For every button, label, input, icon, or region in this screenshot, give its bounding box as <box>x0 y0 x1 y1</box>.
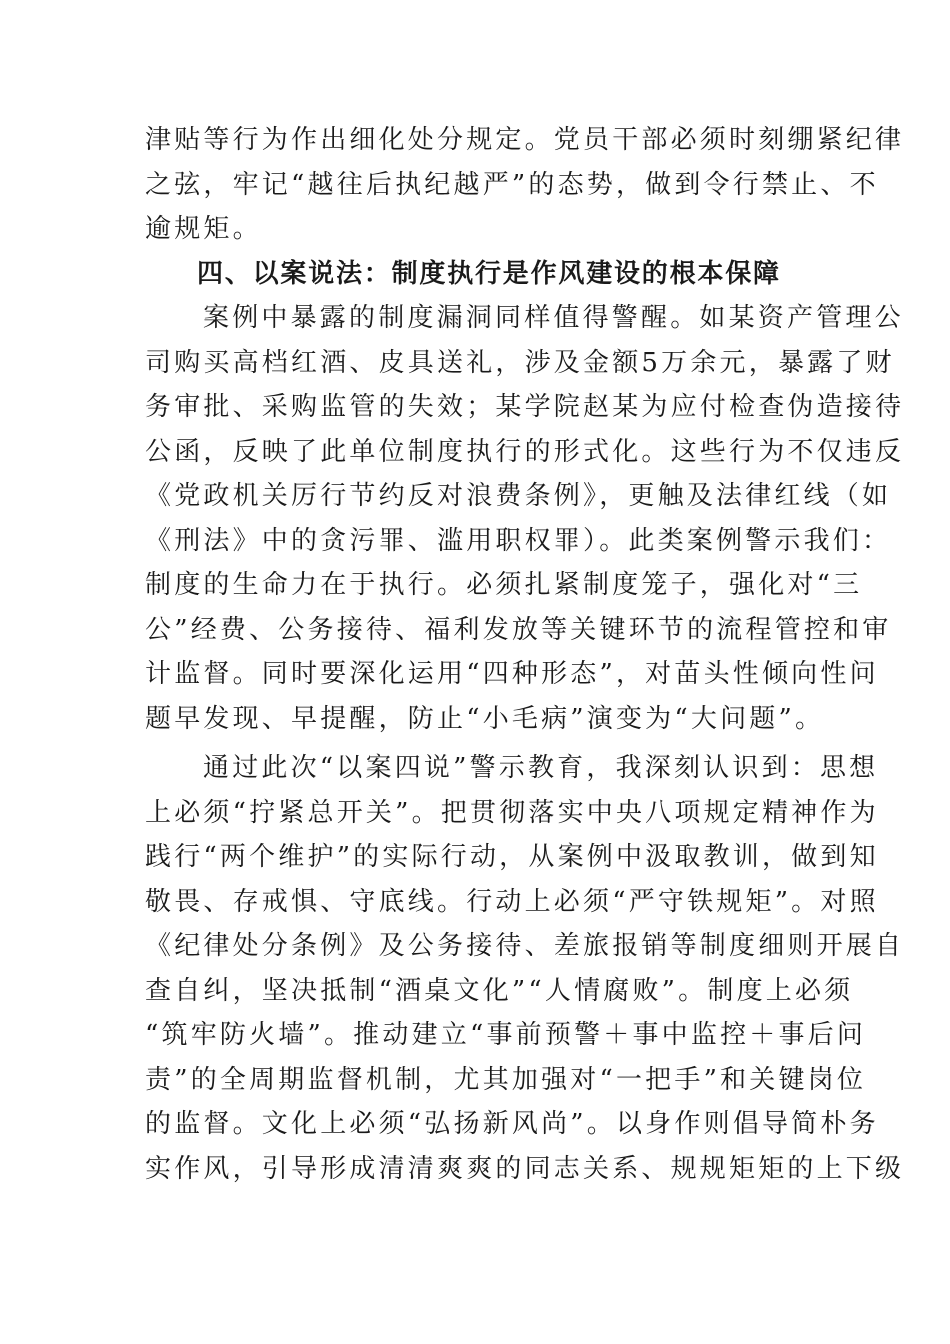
paragraph-line: 逾规矩。 <box>145 214 262 244</box>
paragraph-line: 《纪律处分条例》及公务接待、差旅报销等制度细则开展自 <box>145 931 905 961</box>
conclusion-paragraph <box>145 746 905 1191</box>
continued-paragraph <box>145 118 905 252</box>
paragraph-line: 津贴等行为作出细化处分规定。党员干部必须时刻绷紧纪律 <box>145 125 905 155</box>
paragraph-line: 务审批、采购监管的失效；某学院赵某为应付检查伪造接待 <box>145 392 905 422</box>
paragraph-line: 之弦，牢记“越往后执纪越严”的态势，做到令行禁止、不 <box>145 169 879 200</box>
section-paragraph <box>145 296 905 741</box>
paragraph-line: 案例中暴露的制度漏洞同样值得警醒。如某资产管理公 <box>203 303 904 333</box>
paragraph-line: 敬畏、存戒惧、守底线。行动上必须“严守铁规矩”。对照 <box>145 886 879 917</box>
paragraph-line: 题早发现、早提醒，防止“小毛病”演变为“大问题”。 <box>145 703 825 734</box>
paragraph-line: “筑牢防火墙”。推动建立“事前预警＋事中监控＋事后问 <box>145 1020 867 1050</box>
paragraph-line: 上必须“拧紧总开关”。把贯彻落实中央八项规定精神作为 <box>145 797 879 828</box>
paragraph-line: 司购买高档红酒、皮具送礼，涉及金额5万余元，暴露了财 <box>145 347 895 378</box>
paragraph-line: 的监督。文化上必须“弘扬新风尚”。以身作则倡导简朴务 <box>145 1109 879 1139</box>
paragraph-line: 制度的生命力在于执行。必须扎紧制度笼子，强化对“三 <box>145 570 863 600</box>
paragraph-line: 践行“两个维护”的实际行动，从案例中汲取教训，做到知 <box>145 842 879 872</box>
paragraph-line: 通过此次“以案四说”警示教育，我深刻认识到：思想 <box>203 753 879 783</box>
paragraph-line: 公”经费、公务接待、福利发放等关键环节的流程管控和审 <box>145 614 892 645</box>
paragraph-line: 责”的全周期监督机制，尤其加强对“一把手”和关键岗位 <box>145 1064 867 1095</box>
section-heading <box>145 252 807 297</box>
paragraph-line: 实作风，引导形成清清爽爽的同志关系、规规矩矩的上下级 <box>145 1153 905 1184</box>
section-heading-text: 四、以案说法：制度执行是作风建设的根本保障 <box>197 259 781 289</box>
paragraph-line: 公函，反映了此单位制度执行的形式化。这些行为不仅违反 <box>145 436 905 467</box>
paragraph-line: 《党政机关厉行节约反对浪费条例》，更触及法律红线（如 <box>145 481 892 511</box>
paragraph-line: 计监督。同时要深化运用“四种形态”，对苗头性倾向性问 <box>145 659 879 689</box>
paragraph-line: 《刑法》中的贪污罪、滥用职权罪）。此类案例警示我们： <box>145 525 892 556</box>
paragraph-line: 查自纠，坚决抵制“酒桌文化”“人情腐败”。制度上必须 <box>145 975 854 1006</box>
